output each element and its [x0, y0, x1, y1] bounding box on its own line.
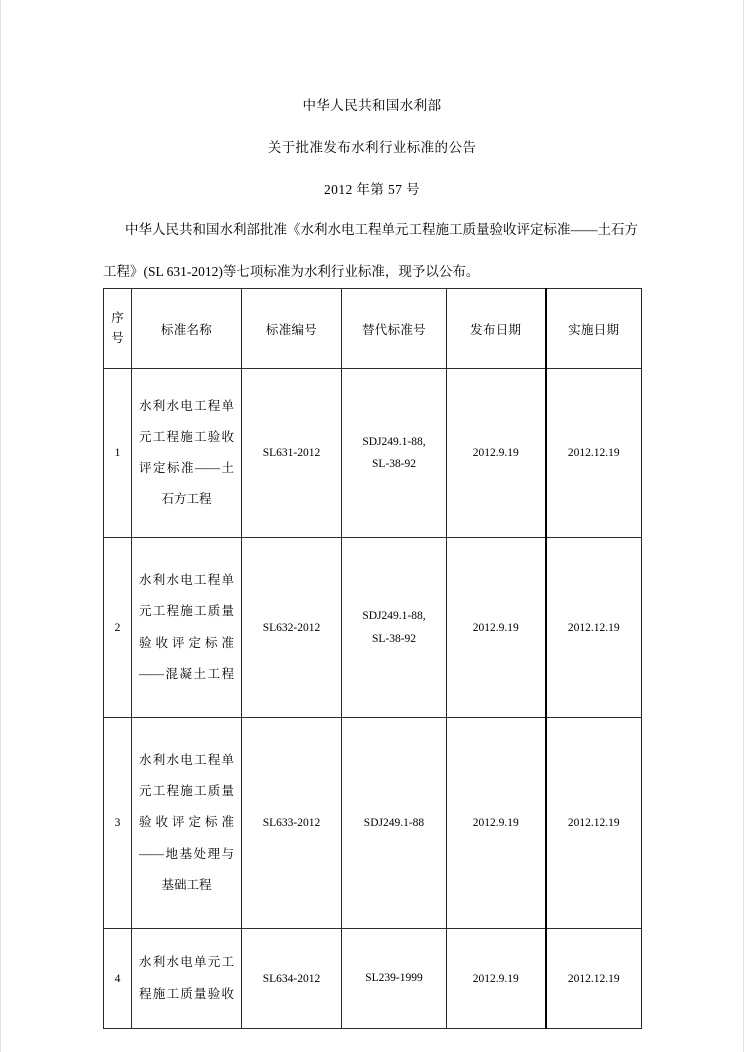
column-header-sequence — [104, 289, 132, 369]
replaced-standard-line1: SDJ249.1-88 — [363, 816, 425, 829]
standard-name-lines — [139, 947, 234, 1010]
column-header-sequence-line1: 序 — [111, 311, 124, 326]
standard-name-line: ——混凝土工程 — [139, 666, 234, 681]
table-row — [104, 369, 642, 538]
cell-standard-name — [132, 538, 242, 718]
cell-publish-date: 2012.9.19 — [447, 538, 546, 718]
cell-standard-number: SL632-2012 — [242, 538, 342, 718]
cell-sequence: 1 — [104, 369, 132, 538]
cell-publish-date: 2012.9.19 — [447, 929, 546, 1029]
cell-publish-date: 2012.9.19 — [447, 369, 546, 538]
standard-name-line: 水利水电工程单 — [139, 573, 234, 587]
standard-name-line: 验收评定标准 — [139, 815, 234, 830]
column-header-publish-date: 发布日期 — [447, 289, 546, 369]
cell-implement-date: 2012.12.19 — [546, 538, 642, 718]
cell-replaced-standard — [342, 369, 447, 538]
cell-standard-name — [132, 369, 242, 538]
column-header-standard-name: 标准名称 — [132, 289, 242, 369]
cell-replaced-standard — [342, 538, 447, 718]
table-row — [104, 538, 642, 718]
cell-standard-name — [132, 718, 242, 929]
replaced-standard-line1: SL239-1999 — [365, 972, 423, 985]
cell-standard-number: SL631-2012 — [242, 369, 342, 538]
cell-standard-name — [132, 929, 242, 1029]
standards-table — [103, 288, 642, 1029]
standard-name-line: 水利水电工程单 — [139, 398, 234, 413]
cell-publish-date: 2012.9.19 — [447, 718, 546, 929]
table-row — [104, 929, 642, 1029]
document-title-ministry: 中华人民共和国水利部 — [302, 98, 442, 113]
cell-implement-date: 2012.12.19 — [546, 929, 642, 1029]
replaced-standard-line1: SDJ249.1-88, — [362, 435, 426, 448]
standard-name-line: 水利水电工程单 — [139, 752, 234, 767]
standard-name-line: 程施工质量验收 — [139, 986, 234, 1001]
standard-name-line: 评定标准——土 — [139, 461, 234, 475]
replaced-standard-line2: SL-38-92 — [371, 632, 417, 645]
standard-name-line: 基础工程 — [161, 877, 212, 892]
cell-implement-date: 2012.12.19 — [546, 369, 642, 538]
cell-sequence: 4 — [104, 929, 132, 1029]
standard-name-line: 元工程施工质量 — [139, 784, 234, 799]
column-header-standard-number: 标准编号 — [242, 289, 342, 369]
cell-replaced-standard — [342, 929, 447, 1029]
cell-implement-date: 2012.12.19 — [546, 718, 642, 929]
standard-name-lines — [139, 565, 234, 690]
column-header-sequence-line2: 号 — [111, 330, 124, 345]
standard-name-line: 水利水电单元工 — [139, 955, 234, 970]
cell-standard-number: SL633-2012 — [242, 718, 342, 929]
body-paragraph-line-1: 中华人民共和国水利部批准《水利水电工程单元工程施工质量验收评定标准——土石方 — [125, 222, 638, 237]
column-header-replaced-standard: 替代标准号 — [342, 289, 447, 369]
standard-name-lines — [139, 745, 234, 901]
document-title-announcement: 关于批准发布水利行业标准的公告 — [267, 140, 477, 155]
cell-sequence: 2 — [104, 538, 132, 718]
document-title-number: 2012 年第 57 号 — [324, 182, 420, 197]
standard-name-line: 石方工程 — [161, 492, 212, 507]
standard-name-lines — [139, 391, 234, 516]
cell-replaced-standard — [342, 718, 447, 929]
standard-name-line: ——地基处理与 — [139, 846, 234, 861]
cell-standard-number: SL634-2012 — [242, 929, 342, 1029]
column-header-implement-date: 实施日期 — [546, 289, 642, 369]
standard-name-line: 元工程施工质量 — [139, 604, 234, 619]
replaced-standard-line1: SDJ249.1-88, — [362, 610, 426, 623]
table-row — [104, 718, 642, 929]
cell-sequence: 3 — [104, 718, 132, 929]
page-edge-left — [0, 0, 1, 1052]
standard-name-line: 验收评定标准 — [139, 635, 234, 650]
body-paragraph-line-2: 工程》(SL 631-2012)等七项标准为水利行业标准，现予以公布。 — [103, 264, 480, 279]
replaced-standard-line2: SL-38-92 — [371, 458, 417, 470]
standard-name-line: 元工程施工验收 — [139, 429, 234, 444]
table-header-row — [104, 289, 642, 369]
